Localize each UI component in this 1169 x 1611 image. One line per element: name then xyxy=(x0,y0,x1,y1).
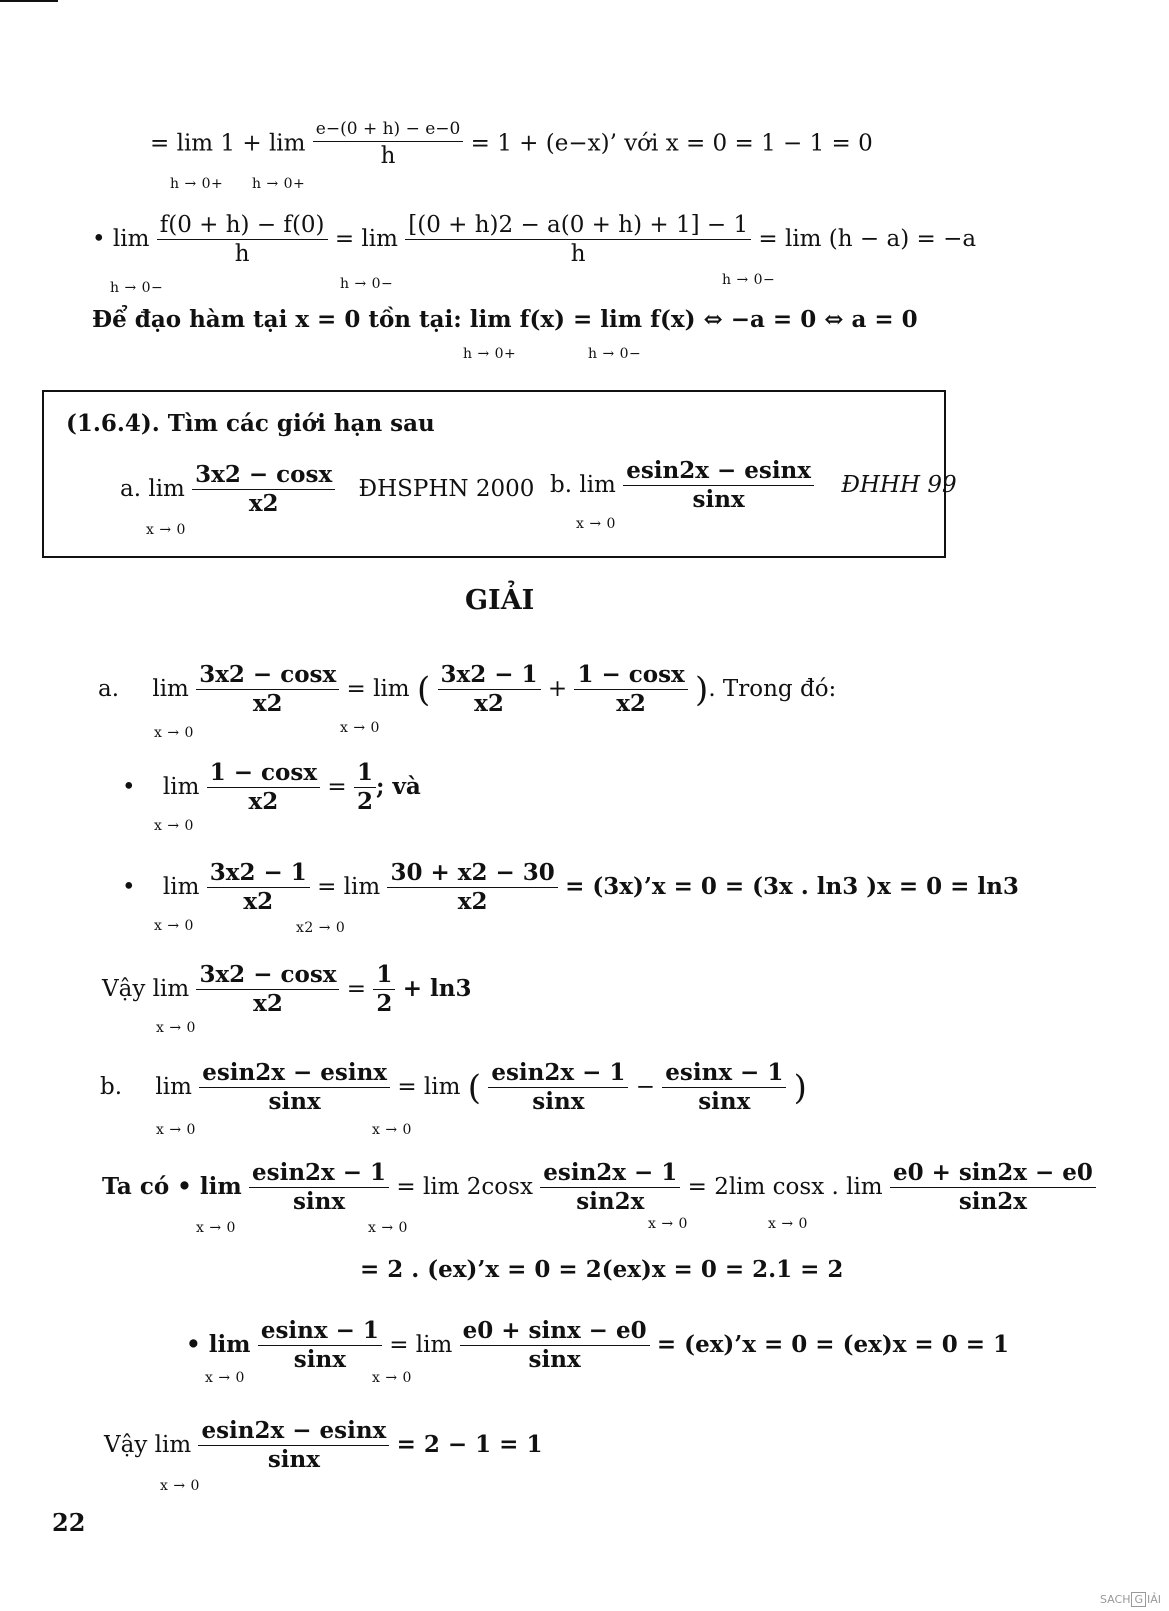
part-b-frac1 xyxy=(199,1060,390,1116)
conclusion-a-num: 3x2 − cosx xyxy=(196,962,339,990)
part-a-sub1: x → 0 xyxy=(154,725,194,741)
problem-b-label: b. lim xyxy=(550,471,616,498)
taco-den3: sin2x xyxy=(958,1188,1027,1216)
derivation-line-1 xyxy=(150,120,873,169)
conclusion-b-num: esin2x − esinx xyxy=(198,1418,389,1446)
line1-sub2: h → 0+ xyxy=(252,176,306,192)
bullet2-eq-lim: = lim xyxy=(317,873,381,900)
taco-num1: esin2x − 1 xyxy=(249,1160,389,1188)
conclusion-a-tail: + ln3 xyxy=(402,974,472,1002)
line2-sub1: h → 0− xyxy=(110,280,164,296)
line2-lim1: lim xyxy=(112,225,150,252)
part-b-den2: sinx xyxy=(532,1088,585,1116)
top-rule xyxy=(0,0,58,2)
part-a-num3: 1 − cosx xyxy=(574,662,687,690)
part-b-num1: esin2x − esinx xyxy=(199,1060,390,1088)
problem-a-fraction xyxy=(192,462,335,518)
bullet2-num: 3x2 − 1 xyxy=(207,860,310,888)
conclusion-a-sub: x → 0 xyxy=(156,1020,196,1036)
bullet1-eq: = xyxy=(327,773,347,800)
part-a-label: a. xyxy=(98,675,120,702)
line1-sub1: h → 0+ xyxy=(170,176,224,192)
problem-a-source: ĐHSPHN 2000 xyxy=(358,475,535,502)
conclusion-b-frac xyxy=(198,1418,389,1474)
watermark-box: G xyxy=(1131,1592,1146,1607)
problem-a xyxy=(120,462,534,518)
taco-prefix: Ta có • lim xyxy=(102,1172,242,1200)
problem-b xyxy=(550,458,957,514)
solution-heading: GIẢI xyxy=(465,585,535,616)
conclusion-b-tail: = 2 − 1 = 1 xyxy=(396,1430,543,1458)
problem-b-source: ĐHHH 99 xyxy=(841,471,957,498)
bullet1-lim: lim xyxy=(162,773,200,800)
bullet2-sub2: x2 → 0 xyxy=(296,920,346,936)
part-b-num3: esinx − 1 xyxy=(662,1060,786,1088)
part-b-label: b. xyxy=(100,1073,123,1100)
conclusion-a-den: x2 xyxy=(253,990,283,1018)
bullet2-num2: 30 + x2 − 30 xyxy=(387,860,557,888)
taco-den1: sinx xyxy=(292,1188,346,1216)
problem-b-num: esin2x − esinx xyxy=(623,458,814,486)
taco-mid1: = lim 2cosx xyxy=(396,1173,533,1200)
part-a-den3: x2 xyxy=(616,690,646,718)
b-bullet2-frac2 xyxy=(460,1318,650,1374)
bullet2-den2: x2 xyxy=(457,888,488,916)
line2-den1: h xyxy=(234,241,250,268)
line2-frac2 xyxy=(405,212,751,268)
conclusion-b-sub: x → 0 xyxy=(160,1478,200,1494)
problem-a-sub: x → 0 xyxy=(146,522,186,538)
part-b-den3: sinx xyxy=(698,1088,751,1116)
bullet1-rnum: 1 xyxy=(354,760,376,788)
taco-sub2: x → 0 xyxy=(368,1220,408,1236)
line2-bullet: • xyxy=(92,225,106,252)
b-bullet2-sub2: x → 0 xyxy=(372,1370,412,1386)
part-a-frac2 xyxy=(438,662,541,718)
line2-sub3: h → 0− xyxy=(722,272,776,288)
b-bullet2-num1: esinx − 1 xyxy=(258,1318,382,1346)
taco-frac3 xyxy=(890,1160,1096,1216)
taco-sub4: x → 0 xyxy=(768,1216,808,1232)
line1-prefix: = lim 1 + lim xyxy=(150,130,306,157)
part-a-num2: 3x2 − 1 xyxy=(438,662,541,690)
part-a-lim: lim xyxy=(152,675,189,702)
part-b-sub1: x → 0 xyxy=(156,1122,196,1138)
part-b-taco xyxy=(102,1160,1096,1216)
part-a-bullet2: • lim $\frac{3x2 - 1}{x2}$ = lim $\frac{30 + x2 - 30}{x2}$ = (3x)’x = 0 = (3x . ln3 )x = 0 = ln3 xyxy=(122,859,1019,916)
part-b-frac3 xyxy=(662,1060,786,1116)
taco-sub1: x → 0 xyxy=(196,1220,236,1236)
line3-sub1: h → 0+ xyxy=(463,346,517,362)
taco-den2: sin2x xyxy=(576,1188,645,1216)
line2-frac1 xyxy=(157,212,328,268)
b-bullet2-lim: • lim xyxy=(186,1330,251,1358)
part-a-conclusion xyxy=(102,962,471,1018)
conclusion-a-rden: 2 xyxy=(376,990,393,1018)
line2-sub2: h → 0− xyxy=(340,276,394,292)
part-a-frac3 xyxy=(574,662,687,718)
bullet1-den: x2 xyxy=(248,788,279,816)
b-bullet2-frac1 xyxy=(258,1318,382,1374)
bullet2-den: x2 xyxy=(243,888,274,916)
line3-sub2: h → 0− xyxy=(588,346,642,362)
b-bullet2-den1: sinx xyxy=(293,1346,346,1374)
part-b-line: b. lim $\frac{esin2x - esinx}{\sin x}$ = lim ( $\frac{esin2x - 1}{\sin x}$ − $\frac{esinx - 1}{\sin x}$ ) xyxy=(100,1059,807,1116)
line1-rest: = 1 + (e−x)’ với x = 0 = 1 − 1 = 0 xyxy=(470,130,873,157)
bullet2-tail: = (3x)’x = 0 = (3x . ln3 )x = 0 = ln3 xyxy=(565,872,1019,900)
bullet2-sub1: x → 0 xyxy=(154,918,194,934)
part-a-frac1 xyxy=(196,662,339,718)
watermark-right: IẢI xyxy=(1147,1593,1162,1606)
part-a-eq-lim: = lim xyxy=(346,675,410,702)
part-b-lim: lim xyxy=(155,1073,192,1100)
taco-num2: esin2x − 1 xyxy=(540,1160,680,1188)
part-b-den1: sinx xyxy=(268,1088,321,1116)
line2-den2: h xyxy=(570,241,586,268)
bullet1-sub: x → 0 xyxy=(154,818,194,834)
bullet2-lim: lim xyxy=(162,873,200,900)
line1-fraction xyxy=(313,120,464,169)
conclusion-b-prefix: Vậy lim xyxy=(104,1431,192,1458)
taco-line2: = 2 . (ex)’x = 0 = 2(ex)x = 0 = 2.1 = 2 xyxy=(360,1256,844,1283)
watermark-left: SACH xyxy=(1100,1593,1131,1606)
bullet2-frac1 xyxy=(207,860,310,916)
bullet1-num: 1 − cosx xyxy=(207,760,320,788)
part-b-eq-lim: = lim xyxy=(397,1073,461,1100)
problem-b-fraction xyxy=(623,458,814,514)
derivation-line-3: Để đạo hàm tại x = 0 tồn tại: lim f(x) = lim f(x) ⇔ −a = 0 ⇔ a = 0 xyxy=(92,306,918,333)
conclusion-a-eq: = xyxy=(346,975,367,1002)
part-b-sub2: x → 0 xyxy=(372,1122,412,1138)
page-number: 22 xyxy=(52,1508,86,1537)
line1-num: e−(0 + h) − e−0 xyxy=(313,120,464,142)
watermark xyxy=(1100,1592,1161,1607)
derivation-line-2 xyxy=(92,212,976,268)
taco-frac1 xyxy=(249,1160,389,1216)
part-a-tail: . Trong đó: xyxy=(708,675,837,702)
bullet1-tail: ; và xyxy=(375,772,421,800)
taco-frac2 xyxy=(540,1160,680,1216)
problem-b-sub: x → 0 xyxy=(576,516,616,532)
conclusion-a-rnum: 1 xyxy=(373,962,395,990)
line2-num1: f(0 + h) − f(0) xyxy=(157,212,328,240)
part-a-num1: 3x2 − cosx xyxy=(196,662,339,690)
bullet1-result xyxy=(354,760,376,816)
problem-a-num: 3x2 − cosx xyxy=(192,462,335,490)
taco-mid2: = 2lim cosx . lim xyxy=(687,1173,883,1200)
taco-num3: e0 + sin2x − e0 xyxy=(890,1160,1096,1188)
part-a-line: a. lim $\frac{3x2 - \cos x}{x2}$ = lim ( $\frac{3x2 - 1}{x2}$ + $\frac{1 - \cos x}{x2}$ ). Trong đó: xyxy=(98,661,837,718)
b-bullet2-den2: sinx xyxy=(528,1346,581,1374)
part-b-bullet2 xyxy=(186,1318,1009,1374)
problem-title: (1.6.4). Tìm các giới hạn sau xyxy=(66,410,435,437)
b-bullet2-tail: = (ex)’x = 0 = (ex)x = 0 = 1 xyxy=(656,1330,1009,1358)
part-b-minus: − xyxy=(635,1073,655,1100)
problem-a-label: a. lim xyxy=(120,475,185,502)
b-bullet2-num2: e0 + sinx − e0 xyxy=(460,1318,650,1346)
part-a-den2: x2 xyxy=(474,690,504,718)
part-b-frac2 xyxy=(488,1060,628,1116)
conclusion-a-result xyxy=(373,962,395,1018)
b-bullet2-sub1: x → 0 xyxy=(205,1370,245,1386)
conclusion-a-prefix: Vậy lim xyxy=(102,975,190,1002)
problem-b-den: sinx xyxy=(692,486,745,514)
line2-num2: [(0 + h)2 − a(0 + h) + 1] − 1 xyxy=(405,212,751,240)
line2-rest: = lim (h − a) = −a xyxy=(758,225,977,252)
b-bullet2-mid: = lim xyxy=(389,1331,453,1358)
line2-mid: = lim xyxy=(334,225,398,252)
conclusion-b-den: sinx xyxy=(267,1446,320,1474)
line1-den: h xyxy=(380,142,396,169)
taco-sub3: x → 0 xyxy=(648,1216,688,1232)
part-a-sub2: x → 0 xyxy=(340,720,380,736)
part-b-num2: esin2x − 1 xyxy=(488,1060,628,1088)
part-b-conclusion xyxy=(104,1418,542,1474)
part-a-bullet1: • lim $\frac{1 - \cos x}{x2}$ = $\frac{1}{2}$ ; và xyxy=(122,759,421,816)
conclusion-a-frac xyxy=(196,962,339,1018)
part-a-den1: x2 xyxy=(252,690,283,718)
bullet1-frac xyxy=(207,760,320,816)
bullet1-rden: 2 xyxy=(356,788,373,816)
problem-a-den: x2 xyxy=(248,490,279,518)
bullet2-frac2 xyxy=(387,860,557,916)
